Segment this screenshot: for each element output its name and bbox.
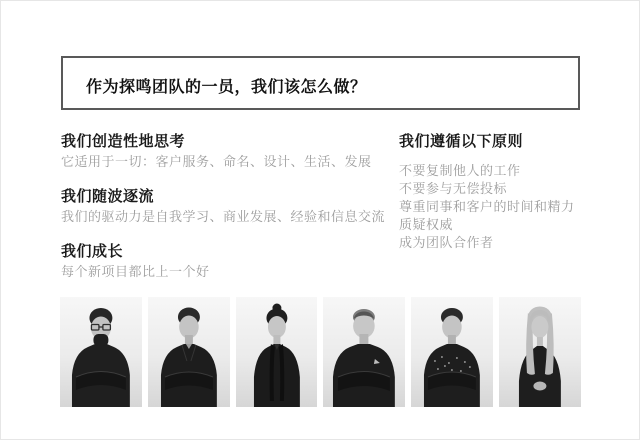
team-photo-4 <box>323 297 405 407</box>
value-heading: 我们随波逐流 <box>61 188 155 205</box>
value-heading: 我们成长 <box>61 243 124 260</box>
portrait-man-patterned-sweater-icon <box>411 297 493 407</box>
portrait-man-buzzcut-icon <box>323 297 405 407</box>
value-section-grow <box>61 242 396 280</box>
portrait-man-glasses-icon <box>60 297 142 407</box>
value-section-flow <box>61 187 396 225</box>
team-photo-5 <box>411 297 493 407</box>
portrait-man-jacket-icon <box>148 297 230 407</box>
principles-heading: 我们遵循以下原则 <box>399 133 524 150</box>
team-photo-6 <box>499 297 581 407</box>
principle-item: 不要复制他人的工作 <box>399 163 521 178</box>
principle-item: 不要参与无偿投标 <box>399 181 508 196</box>
principle-item: 质疑权威 <box>399 217 454 232</box>
values-column <box>61 132 396 297</box>
team-photo-row <box>60 297 581 407</box>
principles-list <box>399 162 594 252</box>
portrait-woman-blonde-icon <box>499 297 581 407</box>
principle-item: 成为团队合作者 <box>399 235 494 250</box>
team-photo-1 <box>60 297 142 407</box>
team-photo-3 <box>236 297 318 407</box>
principles-column <box>399 132 594 252</box>
question-title: 作为探鸣团队的一员，我们该怎么做？ <box>86 78 367 96</box>
value-section-think <box>61 132 396 170</box>
portrait-woman-coat-icon <box>236 297 318 407</box>
value-description: 每个新项目都比上一个好 <box>61 264 210 279</box>
question-box <box>61 56 580 110</box>
value-description: 它适用于一切：客户服务、命名、设计、生活、发展 <box>61 154 372 169</box>
principle-item: 尊重同事和客户的时间和精力 <box>399 199 575 214</box>
value-description: 我们的驱动力是自我学习、商业发展、经验和信息交流 <box>61 209 386 224</box>
value-heading: 我们创造性地思考 <box>61 133 186 150</box>
team-photo-2 <box>148 297 230 407</box>
